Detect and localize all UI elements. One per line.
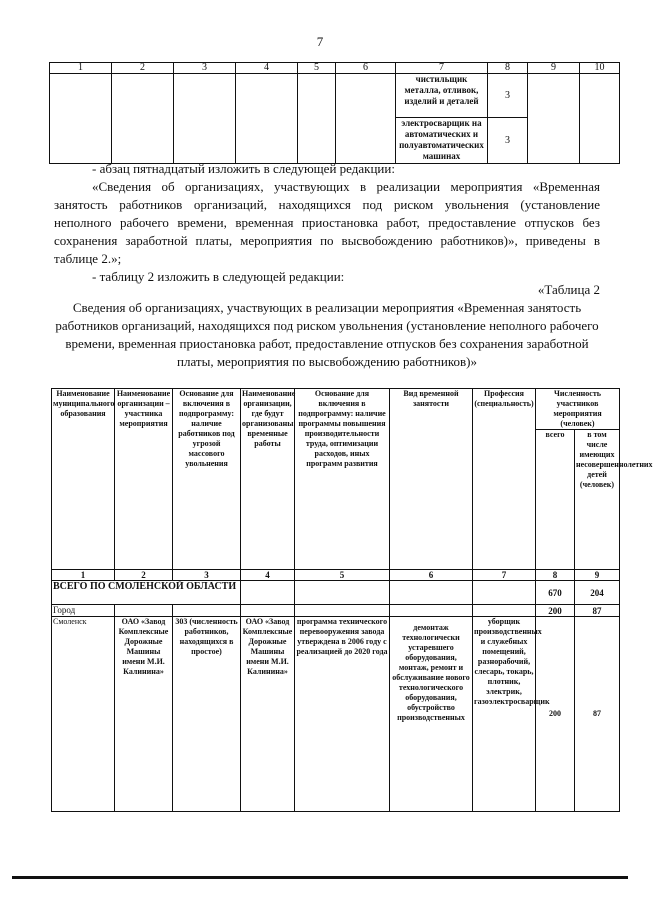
header-municipality: Наименование муниципального образования	[52, 389, 115, 570]
profession-cell: уборщик производственных и служебных помещений, разнорабочий, слесарь, токарь, плотник, электрик, газоэлектросварщик	[473, 617, 536, 812]
count-cell: 3	[488, 74, 528, 118]
employment-cell: демонтаж технологически устаревшего оборудования, монтаж, ремонт и обслуживание нового технологического оборудования, обустройство производственных	[390, 617, 473, 812]
row-with-children: 87	[575, 617, 620, 812]
header-profession: Профессия (специальность)	[473, 389, 536, 570]
header-program: Основание для включения в подпрограмму: наличие программы повышения производительности труда, оптимизации расходов, иных программ развития	[295, 389, 390, 570]
continued-table	[49, 62, 620, 164]
header-participants: Численность участников мероприятия (человек)	[536, 389, 620, 430]
city-row	[52, 605, 620, 617]
col-index: 10	[580, 63, 620, 74]
city-label: Город	[52, 605, 115, 617]
col-index: 9	[575, 570, 620, 581]
city-with-children: 87	[575, 605, 620, 617]
total-label: ВСЕГО ПО СМОЛЕНСКОЙ ОБЛАСТИ	[52, 581, 241, 605]
continued-table-header	[50, 63, 620, 74]
col-index: 9	[528, 63, 580, 74]
program-cell: программа технического перевооружения завода утверждена в 2006 году с реализацией до 2020 года	[295, 617, 390, 812]
col-index: 5	[295, 570, 390, 581]
table-header-row	[52, 389, 620, 430]
paragraph: - абзац пятнадцатый изложить в следующей редакции:	[92, 161, 395, 176]
header-basis: Основание для включения в подпрограмму: наличие работников под угрозой массового увольнения	[173, 389, 241, 570]
header-with-children: в том числе имеющих несовершеннолетних детей (человек)	[575, 430, 620, 570]
col-index: 4	[241, 570, 295, 581]
page-number: 7	[316, 34, 324, 49]
municipality-cell: Смоленск	[52, 617, 115, 812]
col-index: 1	[50, 63, 112, 74]
paragraph: «Сведения об организациях, участвующих в реализации мероприятия «Временная занятость работников организаций, находящихся под риском увольнения (установление неполного рабочего времени, временная приостановка работ, предоставление отпусков без сохранения заработной платы, мероприятия по высвобождению работников)», приведены в таблице 2.»;	[54, 179, 600, 266]
col-index: 1	[52, 570, 115, 581]
row-all: 200	[536, 617, 575, 812]
profession-cell: электросварщик на автоматических и полуавтоматических машинах	[396, 118, 488, 164]
table-title: Сведения об организациях, участвующих в реализации мероприятия «Временная занятость работников организаций, находящихся под риском увольнения (установление неполного рабочего времени, временная приостановка работ, предоставление отпусков без сохранения заработной платы, мероприятия по высвобождению работников)»	[55, 300, 599, 369]
col-index: 6	[390, 570, 473, 581]
total-all: 670	[536, 581, 575, 605]
col-index: 6	[336, 63, 396, 74]
col-index: 8	[488, 63, 528, 74]
paragraph: - таблицу 2 изложить в следующей редакции:	[92, 269, 345, 284]
city-all: 200	[536, 605, 575, 617]
index-row	[52, 570, 620, 581]
total-with-children: 204	[575, 581, 620, 605]
col-index: 3	[174, 63, 236, 74]
col-index: 2	[115, 570, 173, 581]
bottom-rule	[12, 876, 628, 879]
col-index: 7	[473, 570, 536, 581]
col-index: 5	[298, 63, 336, 74]
col-index: 2	[112, 63, 174, 74]
total-row	[52, 581, 620, 605]
work-organization-cell: ОАО «Завод Комплексные Дорожные Машины имени М.И. Калинина»	[241, 617, 295, 812]
table-caption: «Таблица 2	[537, 282, 600, 297]
organization-cell: ОАО «Завод Комплексные Дорожные Машины имени М.И. Калинина»	[115, 617, 173, 812]
count-cell: 3	[488, 118, 528, 164]
table-row	[52, 617, 620, 812]
table-row	[50, 74, 620, 118]
col-index: 7	[396, 63, 488, 74]
profession-cell: чистильщик металла, отливок, изделий и деталей	[396, 74, 488, 118]
header-organization: Наименование организации – участника мероприятия	[115, 389, 173, 570]
header-work-organization: Наименование организации, где будут организованы временные работы	[241, 389, 295, 570]
body-text	[54, 160, 600, 286]
col-index: 8	[536, 570, 575, 581]
table-2	[51, 388, 653, 812]
col-index: 3	[173, 570, 241, 581]
header-employment-type: Вид временной занятости	[390, 389, 473, 570]
col-index: 4	[236, 63, 298, 74]
basis-cell: 303 (численность работников, находящихся в простое)	[173, 617, 241, 812]
header-total: всего	[536, 430, 575, 570]
